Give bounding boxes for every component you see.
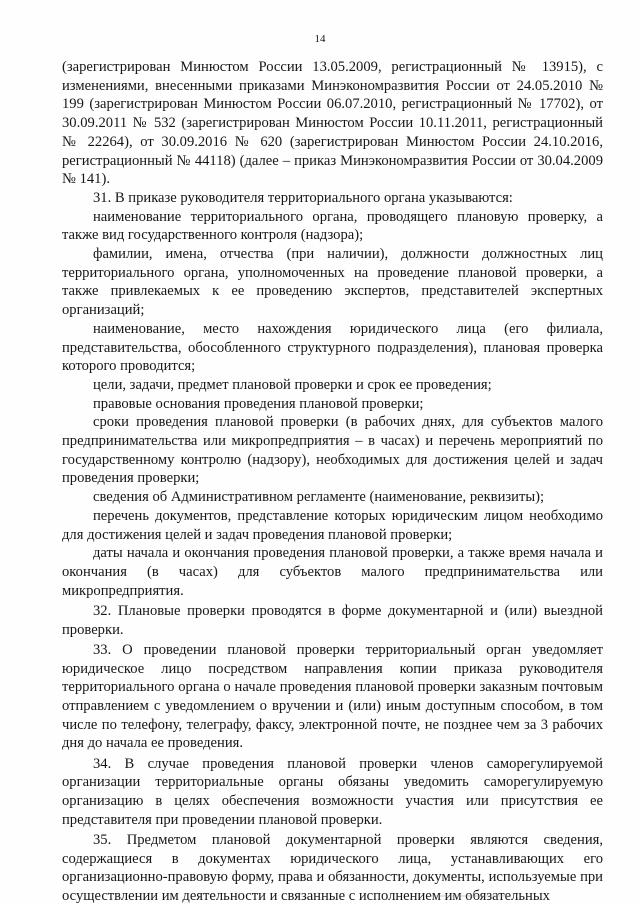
paragraph-35: 35. Предметом плановой документарной проверки являются сведения, содержащиеся в документах юридического лица, устанавливающих его организационно-правовую форму, права и обязанности, документы, используемые при осуществлении им деятельности и связанные с исполнением им обязательных: [62, 831, 603, 904]
list-item-terms: сроки проведения плановой проверки (в рабочих днях, для субъектов малого предпринимательства или микропредприятия – в часах) и перечень мероприятий по государственному контролю (надзору), необходимых для достижения целей и задач проведения проверки;: [62, 414, 603, 487]
paragraph-citation-continuation: (зарегистрирован Минюстом России 13.05.2009, регистрационный № 13915), с изменениями, внесенными приказами Минэкономразвития России от 24.05.2010 № 199 (зарегистрирован Минюстом России 06.07.2010, регистрационный № 17702), от 30.09.2011 № 532 (зарегистрирован Минюстом России 10.11.2011, регистрационный № 22264), от 30.09.2016 № 620 (зарегистрирован Минюстом России 24.10.2016, регистрационный № 44118) (далее – приказ Минэкономразвития России от 30.04.2009 № 141).: [62, 59, 603, 188]
list-item-legal-entity: наименование, место нахождения юридического лица (его филиала, представительства, обособленного структурного подразделения), плановая проверка которого проводится;: [62, 320, 603, 375]
paragraph-34: 34. В случае проведения плановой проверки членов саморегулируемой организации территориальные органы обязаны уведомить саморегулируемую организацию в целях обеспечения возможности участия или присутствия ее представителя при проведении плановой проверки.: [62, 755, 603, 828]
page-number: 14: [314, 33, 326, 45]
list-item-dates: даты начала и окончания проведения плановой проверки, а также время начала и окончания (в часах) для субъектов малого предпринимательства или микропредприятия.: [62, 545, 603, 599]
list-item-legal-grounds: правовые основания проведения плановой проверки;: [93, 395, 424, 412]
list-item-organ-name: наименование территориального органа, проводящего плановую проверку, а также вид государственного контроля (надзора);: [62, 208, 603, 244]
list-item-officials: фамилии, имена, отчества (при наличии), должности должностных лиц территориального органа, уполномоченных на проведение плановой проверки, а также привлекаемых к ее проведению экспертов, представителей экспертных организаций;: [62, 246, 603, 319]
scan-artifact: [430, 893, 510, 899]
document-body: [62, 58, 603, 906]
paragraph-33: 33. О проведении плановой проверки территориальный орган уведомляет юридическое лицо посредством направления копии приказа руководителя территориального органа о начале проведения плановой проверки заказным почтовым отправлением с уведомлением о вручении и (или) иным доступным способом, в том числе по телефону, телеграфу, факсу, электронной почте, не позднее чем за 3 рабочих дня до начала ее проведения.: [62, 641, 603, 752]
list-item-goals: цели, задачи, предмет плановой проверки и срок ее проведения;: [93, 376, 492, 393]
list-item-regulation: сведения об Административном регламенте (наименование, реквизиты);: [93, 489, 545, 506]
paragraph-31-heading: 31. В приказе руководителя территориального органа указываются:: [93, 189, 513, 206]
list-item-documents: перечень документов, представление которых юридическим лицом необходимо для достижения целей и задач проведения плановой проверки;: [62, 507, 603, 543]
paragraph-32: 32. Плановые проверки проводятся в форме документарной и (или) выездной проверки.: [62, 602, 603, 638]
